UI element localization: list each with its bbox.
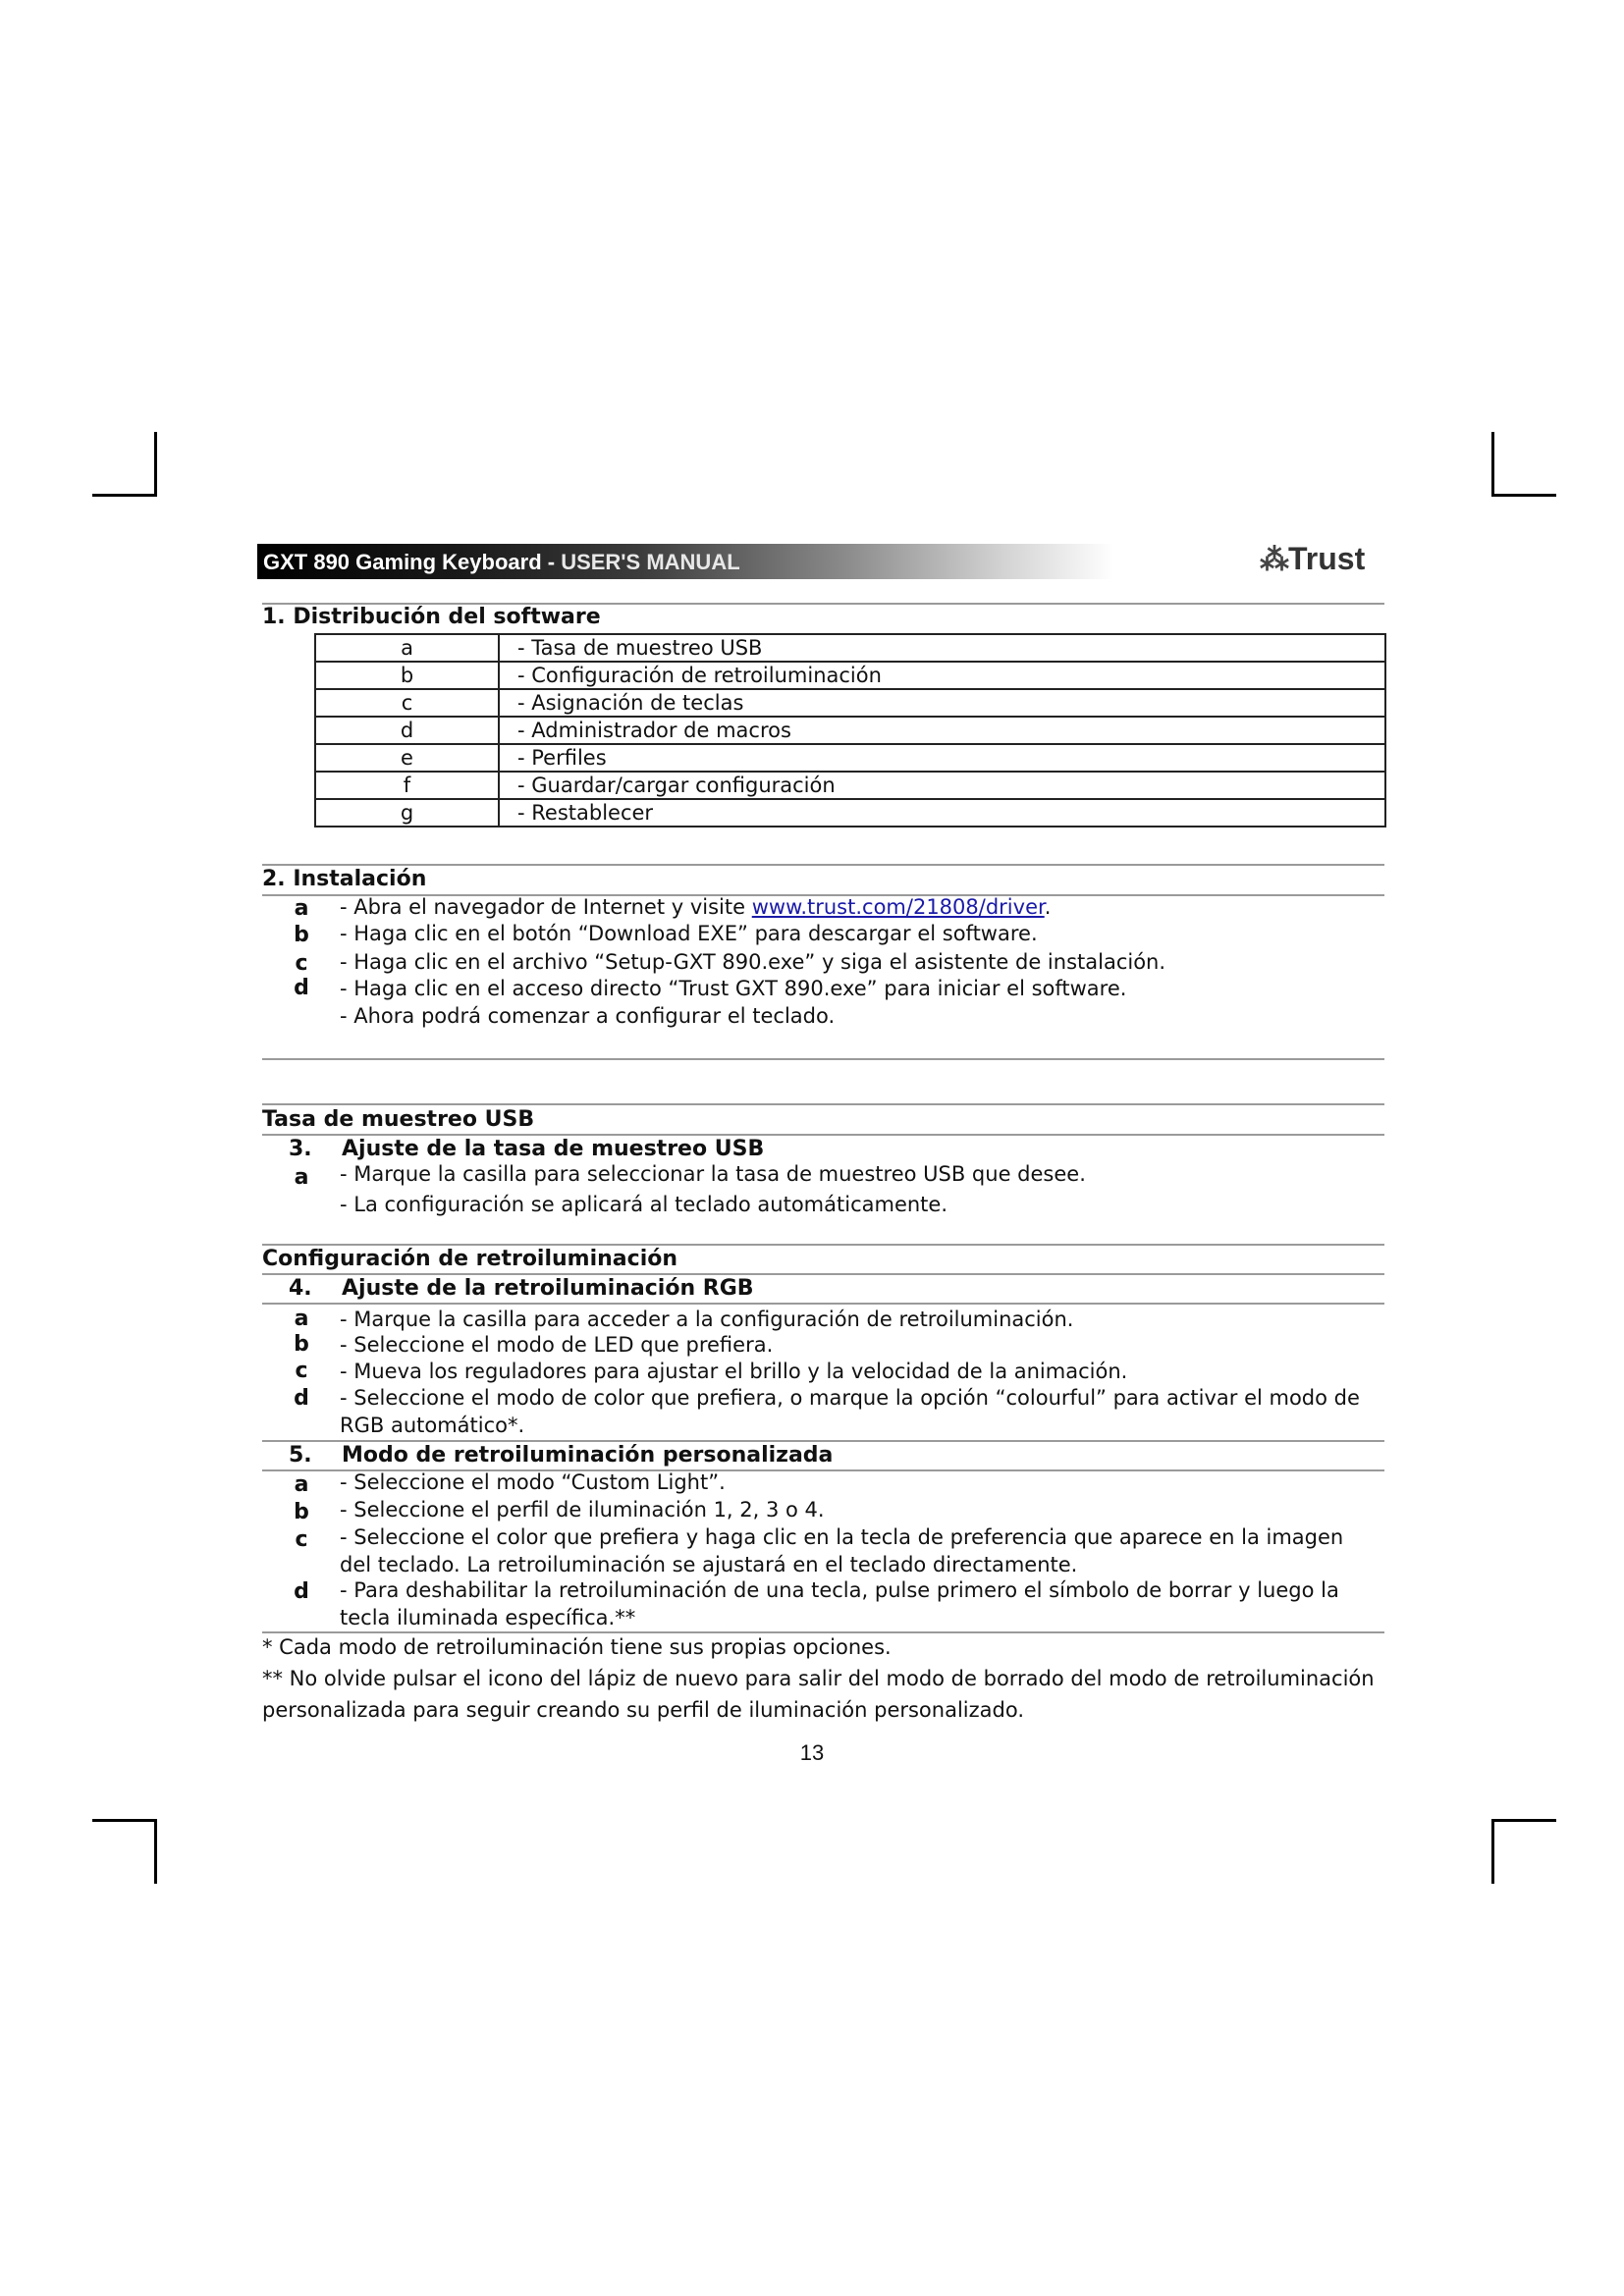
table-key: d (315, 717, 499, 744)
install-step-c: - Haga clic en el archivo “Setup-GXT 890.exe” y siga el asistente de instalación. (340, 950, 1166, 974)
page-number: 13 (799, 1740, 825, 1765)
software-layout-table (314, 633, 1386, 828)
subsection-number: 3. (289, 1137, 312, 1161)
divider (262, 1103, 1384, 1105)
section-title-distribution: 1. Distribución del software (262, 605, 601, 629)
divider (262, 1058, 1384, 1060)
usb-step-a: - Marque la casilla para seleccionar la tasa de muestreo USB que desee. (340, 1162, 1086, 1186)
table-value: - Tasa de muestreo USB (499, 634, 1385, 662)
footnote-2: ** No olvide pulsar el icono del lápiz de nuevo para salir del modo de borrado del modo de retroiluminación personalizada para seguir creando su perfil de iluminación personalizado. (262, 1667, 1375, 1722)
section-title-installation: 2. Instalación (262, 867, 427, 891)
install-step-d: - Haga clic en el acceso directo “Trust GXT 890.exe” para iniciar el software. (340, 977, 1127, 1000)
install-step-d-note: - Ahora podrá comenzar a configurar el teclado. (340, 1004, 836, 1028)
table-value: - Asignación de teclas (499, 689, 1385, 717)
install-step-a (340, 893, 1051, 921)
custom-step-b: - Seleccione el perfil de iluminación 1, 2, 3 o 4. (340, 1498, 825, 1522)
rgb-step-a: - Marque la casilla para acceder a la configuración de retroiluminación. (340, 1308, 1074, 1331)
driver-download-link[interactable]: www.trust.com/21808/driver (751, 895, 1045, 919)
table-value: - Administrador de macros (499, 717, 1385, 744)
subsection-number: 4. (289, 1276, 312, 1301)
table-key: c (315, 689, 499, 717)
step-letter-b: b (294, 1500, 309, 1524)
section-title-usb: Tasa de muestreo USB (262, 1107, 535, 1132)
install-step-a-end: . (1044, 895, 1052, 919)
step-letter-a: a (294, 1165, 309, 1190)
rgb-step-d: - Seleccione el modo de color que prefiera, o marque la opción “colourful” para activar el modo de RGB automático*. (340, 1386, 1360, 1437)
table-value: - Guardar/cargar configuración (499, 772, 1385, 799)
subsection-title-rgb (289, 1275, 754, 1303)
step-letter-c: c (295, 951, 308, 976)
step-letter-d: d (294, 1386, 309, 1411)
section-title-backlight: Configuración de retroiluminación (262, 1247, 678, 1271)
custom-step-d: - Para deshabilitar la retroiluminación de una tecla, pulse primero el símbolo de borrar y luego la tecla iluminada específica.** (340, 1578, 1339, 1629)
manual-title (263, 547, 740, 578)
install-step-b: - Haga clic en el botón “Download EXE” para descargar el software. (340, 922, 1038, 945)
table-value: - Restablecer (499, 799, 1385, 827)
step-letter-a: a (294, 1307, 309, 1331)
install-step-a-text: - Abra el navegador de Internet y visite (340, 895, 752, 919)
table-row (315, 799, 1385, 827)
usb-step-a-note: - La configuración se aplicará al teclado automáticamente. (340, 1193, 947, 1216)
table-key: g (315, 799, 499, 827)
table-row (315, 772, 1385, 799)
step-letter-c: c (295, 1527, 308, 1552)
step-letter-d: d (294, 1579, 309, 1604)
table-row (315, 717, 1385, 744)
footnote-1: * Cada modo de retroiluminación tiene sus propias opciones. (262, 1635, 892, 1659)
step-letter-c: c (295, 1359, 308, 1383)
trust-logo-icon: ⁂ (1260, 544, 1286, 576)
trust-logo-text: Trust (1288, 541, 1366, 576)
custom-step-c: - Seleccione el color que prefiera y haga clic en la tecla de preferencia que aparece en la imagen del teclado. La retroiluminación se ajustará en el teclado directamente. (340, 1525, 1344, 1576)
subsection-title-text: Ajuste de la tasa de muestreo USB (342, 1137, 765, 1161)
table-row (315, 689, 1385, 717)
table-row (315, 662, 1385, 689)
subsection-number: 5. (289, 1443, 312, 1468)
subsection-title-text: Modo de retroiluminación personalizada (342, 1443, 834, 1468)
step-letter-a: a (294, 896, 309, 921)
divider (262, 1303, 1384, 1305)
step-letter-b: b (294, 1332, 309, 1357)
step-letter-b: b (294, 923, 309, 947)
step-letter-d: d (294, 976, 309, 1000)
table-row (315, 634, 1385, 662)
manual-title-product: GXT 890 Gaming Keyboard - (263, 550, 562, 574)
custom-step-a: - Seleccione el modo “Custom Light”. (340, 1470, 726, 1494)
subsection-title-text: Ajuste de la retroiluminación RGB (342, 1276, 754, 1301)
divider (262, 864, 1384, 866)
subsection-title-custom (289, 1442, 833, 1469)
table-value: - Configuración de retroiluminación (499, 662, 1385, 689)
table-key: f (315, 772, 499, 799)
subsection-title-usb (289, 1136, 764, 1163)
manual-title-suffix: USER'S MANUAL (561, 550, 740, 574)
rgb-step-b: - Seleccione el modo de LED que prefiera. (340, 1333, 774, 1357)
table-key: a (315, 634, 499, 662)
step-letter-a: a (294, 1472, 309, 1497)
rgb-step-c: - Mueva los reguladores para ajustar el brillo y la velocidad de la animación. (340, 1360, 1128, 1383)
table-key: e (315, 744, 499, 772)
table-key: b (315, 662, 499, 689)
table-row (315, 744, 1385, 772)
table-value: - Perfiles (499, 744, 1385, 772)
trust-logo (1260, 539, 1365, 578)
